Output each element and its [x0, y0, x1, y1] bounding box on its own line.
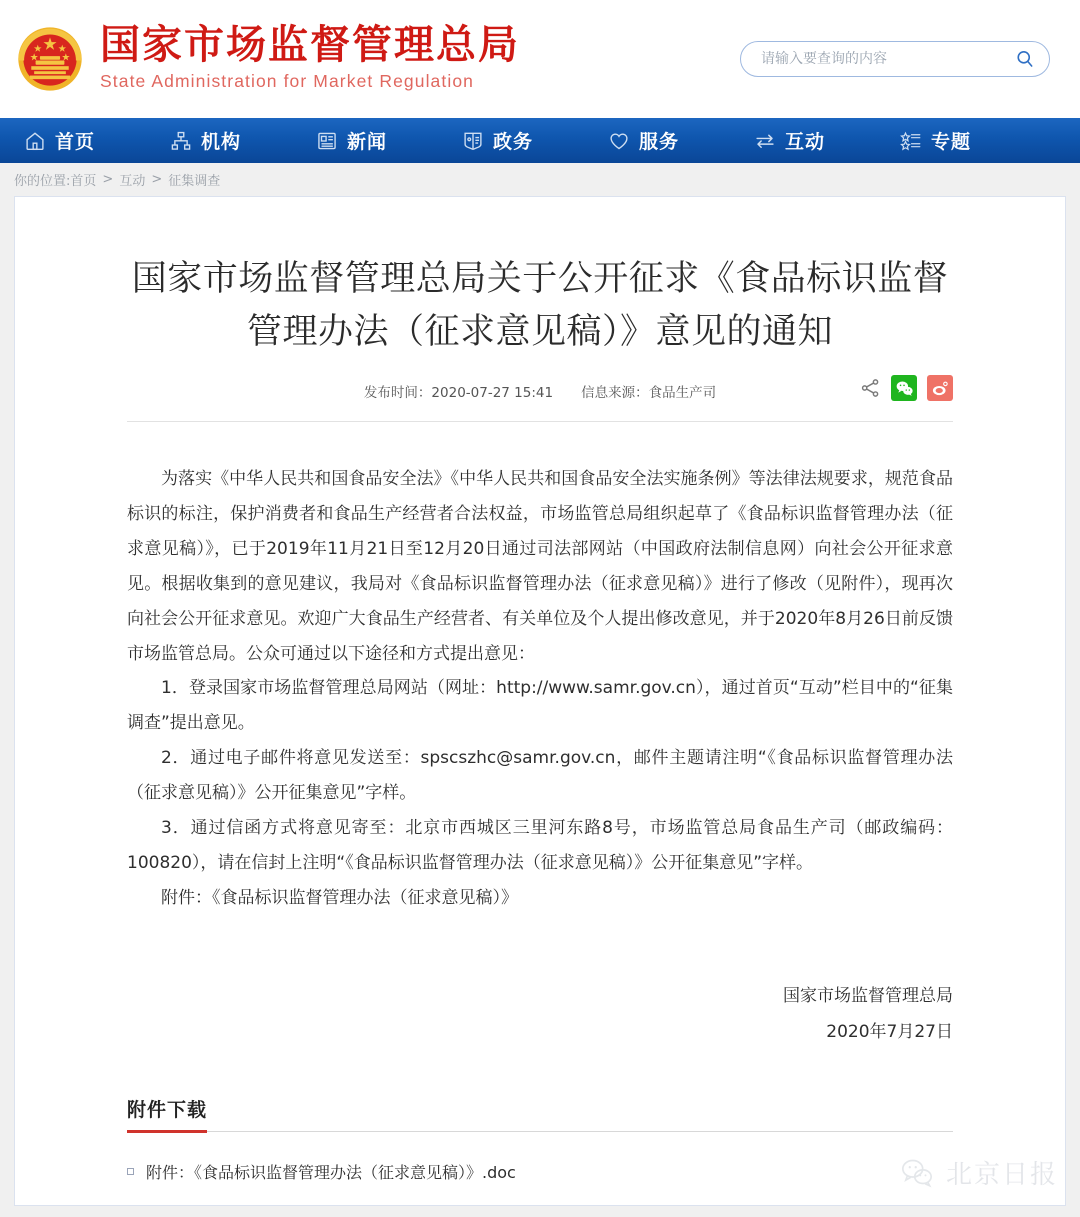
search-button[interactable]: [1015, 49, 1035, 69]
nav-item-organization[interactable]: [170, 127, 316, 154]
article-body: [127, 462, 953, 915]
home-icon: [24, 130, 46, 152]
wechat-icon: [895, 379, 914, 398]
page-title: 国家市场监督管理总局关于公开征求《食品标识监督管理办法（征求意见稿）》意见的通知: [131, 259, 949, 353]
breadcrumb-prefix: 你的位置:: [14, 174, 71, 189]
nav-item-home[interactable]: [24, 127, 170, 154]
nav-label-organization: 机构: [201, 131, 242, 153]
attachment-section-title: 附件下载: [127, 1095, 207, 1133]
breadcrumb-separator: >: [102, 172, 114, 187]
article-paragraph: 3．通过信函方式将意见寄至：北京市西城区三里河东路8号，市场监管总局食品生产司（邮政编码：100820），请在信封上注明“《食品标识监督管理办法（征求意见稿）》公开征集意见”字样。: [127, 817, 953, 873]
nav-label-government: 政务: [493, 131, 534, 153]
nav-label-news: 新闻: [347, 131, 388, 153]
nav-item-government[interactable]: [462, 127, 608, 154]
article-paragraph: 附件：《食品标识监督管理办法（征求意见稿）》: [161, 887, 518, 908]
square-bullet-icon: [127, 1168, 134, 1175]
article-signature: [127, 979, 953, 1050]
breadcrumb: [0, 163, 1080, 196]
government-book-icon: [462, 130, 484, 152]
nav-item-news[interactable]: [316, 127, 462, 154]
exchange-arrows-icon: [754, 130, 776, 152]
breadcrumb-item-interaction[interactable]: 互动: [119, 174, 146, 189]
nav-item-interaction[interactable]: [754, 127, 900, 154]
org-chart-icon: [170, 130, 192, 152]
info-source: 信息来源：食品生产司: [581, 385, 717, 402]
search-icon: [1015, 49, 1035, 69]
weibo-share-button[interactable]: [927, 375, 953, 401]
nav-label-topics: 专题: [931, 131, 972, 153]
nav-label-interaction: 互动: [785, 131, 826, 153]
share-icon[interactable]: [859, 377, 881, 399]
wechat-share-button[interactable]: [891, 375, 917, 401]
weibo-icon: [931, 379, 950, 398]
nav-label-home: 首页: [55, 131, 96, 153]
star-list-icon: [900, 130, 922, 152]
search-box[interactable]: [740, 41, 1050, 77]
site-brand[interactable]: [14, 23, 520, 95]
attachment-label[interactable]: 附件：《食品标识监督管理办法（征求意见稿）》.doc: [146, 1163, 516, 1183]
main-navigation: [0, 118, 1080, 163]
breadcrumb-item-survey[interactable]: 征集调查: [168, 174, 221, 189]
nav-label-service: 服务: [639, 131, 680, 153]
article-meta: [127, 381, 953, 422]
article-paragraph: 2．通过电子邮件将意见发送至：spscszhc@samr.gov.cn，邮件主题请注明“《食品标识监督管理办法（征求意见稿）》公开征集意见”字样。: [127, 748, 953, 803]
publish-time: 发布时间：2020-07-27 15:41: [363, 385, 554, 402]
search-input[interactable]: [759, 50, 1015, 68]
watermark-text: 北京日报: [945, 1160, 1058, 1190]
breadcrumb-item-home[interactable]: 首页: [70, 174, 97, 189]
national-emblem-icon: [14, 23, 86, 95]
brand-title-cn: 国家市场监督管理总局: [100, 21, 520, 68]
article-paragraph: 为落实《中华人民共和国食品安全法》《中华人民共和国食品安全法实施条例》等法律法规要求，规范食品标识的标注，保护消费者和食品生产经营者合法权益，市场监管总局组织起草了《食品标识监督管理办法（征求意见稿）》，已于2019年11月21日至12月20日通过司法部网站（中国政府法制信息网）向社会公开征求意见。根据收集到的意见建议，我局对《食品标识监督管理办法（征求意见稿）》进行了修改（见附件），现再次向社会公开征求意见。欢迎广大食品生产经营者、有关单位及个人提出修改意见，并于2020年8月26日前反馈市场监管总局。公众可通过以下途径和方式提出意见：: [127, 469, 953, 664]
attachment-item[interactable]: [127, 1160, 953, 1183]
news-icon: [316, 130, 338, 152]
attachment-header: [127, 1095, 953, 1133]
nav-item-service[interactable]: [608, 127, 754, 154]
share-group: [859, 375, 953, 401]
nav-item-topics[interactable]: [900, 127, 1046, 154]
signature-date: 2020年7月27日: [826, 1022, 953, 1043]
heart-icon: [608, 130, 630, 152]
breadcrumb-separator: >: [151, 172, 163, 187]
brand-title-en: State Administration for Market Regulation: [100, 70, 474, 91]
site-header: [0, 0, 1080, 118]
attachment-section: [127, 1095, 953, 1184]
article-card: [14, 196, 1066, 1206]
signature-organization: 国家市场监督管理总局: [783, 986, 953, 1007]
attachment-list: [127, 1160, 953, 1183]
article-paragraph: 1．登录国家市场监督管理总局网站（网址：http://www.samr.gov.cn），通过首页“互动”栏目中的“征集调查”提出意见。: [127, 678, 953, 734]
